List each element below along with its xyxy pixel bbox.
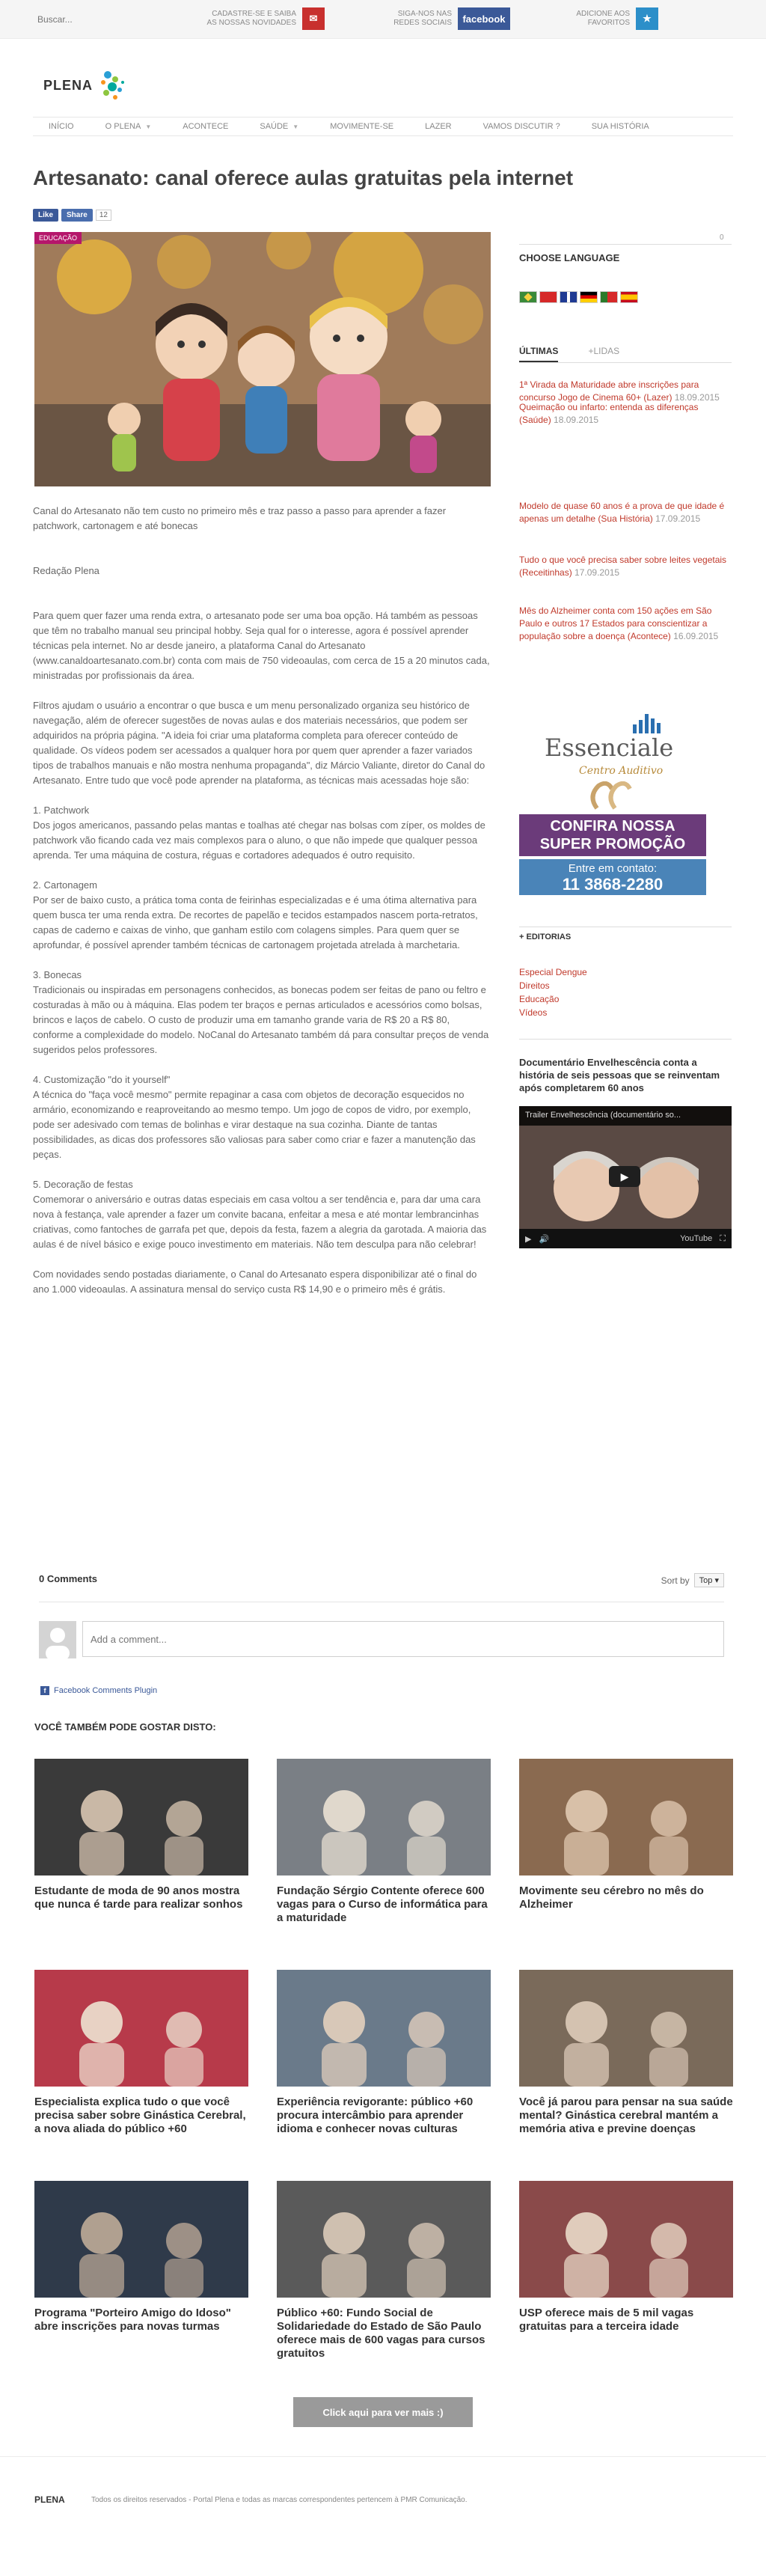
mail-icon[interactable]: ✉ bbox=[302, 7, 325, 30]
flag-portugal-icon[interactable] bbox=[600, 291, 618, 303]
news-item[interactable] bbox=[519, 605, 732, 643]
nav-item-label: LAZER bbox=[425, 122, 452, 131]
article-paragraph: Com novidades sendo postadas diariamente, o Canal do Artesanato espera disponibilizar até o final do ano 1.000 videoaulas. A assinatura mensal do serviço custa R$ 14,90 e o primeiro mês é grátis. bbox=[33, 1269, 477, 1295]
article-paragraph: 4. Customização "do it yourself" A técnica do "faça você mesmo" permite repaginar a casa com objetos de decoração esquecidos no armário, economizando e reaproveitando ao mesmo tempo. Um jogo de copos de vidro, por exemplo, pode ser adesivado com temas de bolinhas e virar destaque na sua cozinha. Diante de tantas possibilidades, as dicas dos professores são valiosas para saber como criar e fazer a manutenção das peças. bbox=[33, 1074, 476, 1160]
hero-image bbox=[34, 232, 491, 486]
ad-contact bbox=[519, 859, 706, 895]
share-count: 12 bbox=[96, 210, 111, 221]
star-icon[interactable]: ★ bbox=[636, 7, 658, 30]
related-article[interactable] bbox=[34, 2181, 248, 2334]
editorias-list bbox=[519, 965, 587, 1019]
article-paragraph: Filtros ajudam o usuário a encontrar o que busca e um menu personalizado organiza seu histórico de navegação, além de oferecer sugestões de novas aulas e dos materiais necessários, que podem ser adquiridos na própria página. "A ideia foi criar uma plataforma completa para oferecer conteúdo de qualidade. Os vídeos podem ser acessados a qualquer hora por quem quer aprender a fazer variados tipos de trabalhos manuais e não mostra nenhuma propaganda", diz Márcio Valiante, diretor do Canal do Artesanato. Entre tudo que você pode aprender na plataforma, as técnicas mais acessadas hoje são: bbox=[33, 700, 485, 786]
nav-item-label: SUA HISTÓRIA bbox=[591, 122, 649, 131]
nav-item-label: INÍCIO bbox=[49, 122, 74, 131]
news-item-title[interactable]: Mês do Alzheimer conta com 150 ações em São Paulo e outros 17 Estados para conscientizar a população sobre a doença (Acontece) bbox=[519, 605, 712, 641]
avatar bbox=[39, 1621, 76, 1658]
article-paragraph: 1. Patchwork Dos jogos americanos, passando pelas mantas e toalhas até chegar nas bolsas com zíper, os moldes de patchwork vão ficando cada vez mais complexos para o aluno, o que não impede que qualquer pessoa aprenda. Ter uma máquina de costura, réguas e cortadores adequados é outro requisito. bbox=[33, 805, 485, 861]
like-label: Like bbox=[38, 211, 54, 219]
related-article-image[interactable] bbox=[34, 1759, 248, 1875]
news-item-title[interactable]: Modelo de quase 60 anos é a prova de que idade é apenas um detalhe (Sua História) bbox=[519, 501, 725, 524]
nav-item-label: MOVIMENTE-SE bbox=[330, 122, 394, 131]
logo-dots-icon bbox=[43, 64, 141, 109]
editoria-link[interactable]: Vídeos bbox=[519, 1007, 548, 1018]
nav-item[interactable] bbox=[33, 122, 90, 131]
related-article-title[interactable]: Fundação Sérgio Contente oferece 600 vagas para o Curso de informática para a maturidade bbox=[277, 1884, 488, 1924]
tab-most-read[interactable]: +LIDAS bbox=[588, 346, 620, 356]
related-article-image[interactable] bbox=[34, 2181, 248, 2298]
related-article[interactable] bbox=[277, 1759, 491, 1925]
load-more-button[interactable]: Click aqui para ver mais :) bbox=[293, 2397, 473, 2427]
site-logo[interactable] bbox=[43, 64, 141, 109]
category-badge[interactable]: EDUCAÇÃO bbox=[34, 232, 82, 244]
video-title: Documentário Envelhescência conta a história de seis pessoas que se reinventam após completarem 60 anos bbox=[519, 1057, 720, 1093]
social-follow[interactable] bbox=[389, 7, 510, 30]
article-title: Artesanato: canal oferece aulas gratuitas pela internet bbox=[33, 166, 574, 189]
nav-item[interactable] bbox=[468, 122, 576, 131]
nav-item-label: VAMOS DISCUTIR ? bbox=[482, 122, 560, 131]
facebook-like-button[interactable] bbox=[33, 209, 58, 222]
search-input[interactable] bbox=[33, 10, 175, 28]
newsletter-text: CADASTRE-SE E SAIBA AS NOSSAS NOVIDADES bbox=[206, 10, 296, 27]
sort-label: Sort by bbox=[661, 1575, 690, 1586]
nav-item-label: O PLENA bbox=[105, 122, 141, 131]
related-article-title[interactable]: Movimente seu cérebro no mês do Alzheimer bbox=[519, 1884, 704, 1911]
video-caption: Trailer Envelhescência (documentário so... bbox=[519, 1106, 732, 1126]
nav-item[interactable] bbox=[167, 122, 244, 131]
news-item-title[interactable]: Tudo o que você precisa saber sobre leites vegetais (Receitinhas) bbox=[519, 555, 727, 578]
related-article-image[interactable] bbox=[519, 1759, 733, 1875]
divider bbox=[519, 244, 732, 245]
related-article-title[interactable]: Público +60: Fundo Social de Solidariedade do Estado de São Paulo oferece mais de 600 vagas para cursos gratuitos bbox=[277, 2307, 485, 2360]
related-article-title[interactable]: Experiência revigorante: público +60 procura intercâmbio para aprender idioma e conhecer novas culturas bbox=[277, 2096, 474, 2135]
article-paragraph: Para quem quer fazer uma renda extra, o artesanato pode ser uma boa opção. Há também as pessoas que têm no trabalho manual seu principal hobby. Seja qual for o interesse, agora é possível aprender técnicas pela internet. No ar desde janeiro, a plataforma Canal do Artesanato (www.canaldoartesanato.com.br) conta com mais de 750 videoaulas, com cerca de 15 a 20 minutos cada, ministradas por profissionais da área. bbox=[33, 610, 490, 681]
flag-germany-icon[interactable] bbox=[580, 291, 598, 303]
editoria-link[interactable]: Direitos bbox=[519, 980, 550, 991]
news-item-date: 17.09.2015 bbox=[574, 567, 620, 578]
news-item-title[interactable]: 1ª Virada da Maturidade abre inscrições para concurso Jogo de Cinema 60+ (Lazer) bbox=[519, 379, 699, 403]
article-paragraph: 2. Cartonagem Por ser de baixo custo, a prática toma conta de feirinhas especializadas e é uma ótima alternativa para quem busca ter uma renda extra. De recortes de papelão e tecidos estampados nascem porta-retratos, capas de caderno e caixas de vinho, que ganham estilo com colagens simples. Para quem quer se aprofundar, é possível aprender também técnicas de cartonagem projetada atrelada à marchetaria. bbox=[33, 879, 478, 950]
related-article-image[interactable] bbox=[519, 2181, 733, 2298]
nav-item[interactable] bbox=[90, 122, 168, 131]
facebook-share-button[interactable]: Share bbox=[61, 209, 93, 222]
related-article[interactable] bbox=[34, 1970, 248, 2136]
related-article[interactable] bbox=[277, 2181, 491, 2360]
video-controls bbox=[519, 1229, 732, 1248]
facebook-button[interactable]: facebook bbox=[458, 7, 510, 30]
news-item[interactable] bbox=[519, 554, 732, 579]
youtube-logo[interactable]: YouTube bbox=[680, 1234, 713, 1243]
add-favorites[interactable] bbox=[566, 7, 658, 30]
ad-promo-line2: SUPER PROMOÇÃO bbox=[539, 836, 686, 852]
comments-count: 0 Comments bbox=[39, 1573, 98, 1584]
related-article[interactable] bbox=[34, 1759, 248, 1911]
related-article-image[interactable] bbox=[277, 2181, 491, 2298]
related-article-image[interactable] bbox=[277, 1759, 491, 1875]
fullscreen-icon[interactable]: ⛶ bbox=[720, 1233, 726, 1243]
article-paragraph: Redação Plena bbox=[33, 565, 99, 576]
flag-brazil-icon[interactable] bbox=[519, 291, 537, 303]
video-player[interactable] bbox=[519, 1106, 732, 1248]
news-item[interactable] bbox=[519, 379, 732, 404]
chevron-down-icon: ▼ bbox=[145, 123, 152, 130]
logo-text: PLENA bbox=[43, 78, 94, 93]
ad-promo-line1: CONFIRA NOSSA bbox=[550, 818, 675, 834]
divider bbox=[519, 1039, 732, 1040]
related-article[interactable] bbox=[519, 1970, 733, 2136]
related-article-image[interactable] bbox=[34, 1970, 248, 2087]
news-item-date: 18.09.2015 bbox=[554, 415, 599, 425]
related-article[interactable] bbox=[519, 1759, 733, 1911]
footer-copyright: Todos os direitos reservados - Portal Plena e todas as marcas correspondentes pertencem à PMR Comunicação. bbox=[91, 2496, 468, 2504]
language-flags bbox=[519, 291, 638, 303]
editoria-link[interactable]: Educação bbox=[519, 994, 560, 1004]
related-article[interactable] bbox=[519, 2181, 733, 2334]
ad-subtitle: Centro Auditivo bbox=[579, 765, 664, 777]
choose-language-heading: CHOOSE LANGUAGE bbox=[519, 252, 620, 263]
ad-contact-label: Entre em contato: bbox=[568, 862, 658, 875]
play-icon[interactable]: ▶ bbox=[609, 1166, 640, 1187]
news-item[interactable] bbox=[519, 401, 732, 427]
news-item-title[interactable]: Queimação ou infarto: entenda as diferenças (Saúde) bbox=[519, 402, 699, 425]
nav-item[interactable] bbox=[576, 122, 665, 131]
flag-uk-icon[interactable] bbox=[560, 291, 577, 303]
sidebar-share-count: 0 bbox=[720, 234, 724, 242]
flag-china-icon[interactable] bbox=[539, 291, 557, 303]
ad-phone: 11 3868-2280 bbox=[562, 875, 664, 894]
related-article-title[interactable]: Você já parou para pensar na sua saúde mental? Ginástica cerebral mantém a memória ativa e previne doenças bbox=[519, 2096, 733, 2135]
comments-header bbox=[39, 1573, 724, 1588]
sort-select[interactable] bbox=[694, 1573, 724, 1587]
related-article-title[interactable]: USP oferece mais de 5 mil vagas gratuitas para a terceira idade bbox=[519, 2307, 694, 2333]
editorias-heading: + EDITORIAS bbox=[519, 933, 572, 941]
hearing-aid-icon bbox=[582, 781, 642, 811]
sort-value: Top bbox=[699, 1576, 713, 1585]
related-article-image[interactable] bbox=[277, 1970, 491, 2087]
nav-item-label: SAÚDE bbox=[260, 122, 289, 131]
sort-control bbox=[661, 1573, 724, 1587]
related-article-image[interactable] bbox=[519, 1970, 733, 2087]
news-item-date: 18.09.2015 bbox=[674, 392, 720, 403]
news-item-date: 17.09.2015 bbox=[655, 513, 701, 524]
article-paragraph: 3. Bonecas Tradicionais ou inspiradas em personagens conhecidos, as bonecas podem ser feitas de pano ou feltro e costuradas à mão ou à máquina. Elas podem ter braços e pernas articulados e acessórios como bolsas, brincos e laços de cabelo. O custo de produzir uma em tamanho grande varia de R$ 20 a R$ 80, conforme a complexidade do modelo. NoCanal do Artesanato também dá para consultar preços de venda sugeridos pelos professores. bbox=[33, 969, 489, 1055]
nav-item-label: ACONTECE bbox=[183, 122, 229, 131]
flag-spain-icon[interactable] bbox=[620, 291, 638, 303]
article-body bbox=[33, 504, 491, 1312]
comment-input[interactable] bbox=[82, 1621, 724, 1657]
divider bbox=[519, 362, 732, 363]
plugin-label: Facebook Comments Plugin bbox=[54, 1686, 158, 1695]
editoria-link[interactable]: Especial Dengue bbox=[519, 967, 587, 977]
related-article[interactable] bbox=[277, 1970, 491, 2136]
advertisement-banner[interactable] bbox=[519, 703, 706, 898]
article-paragraph: 5. Decoração de festas Comemorar o aniversário e outras datas especiais em casa voltou a ser tendência e, para dar uma cara nova à festança, vale aprender a fazer um convite bacana, enfeitar a mesa e até montar lembrancinhas criativas, como fantoches de garrafa pet que, depois da festa, fazem a alegria da garotada. A maioria das aulas é de nível básico e exige pouco investimento em materiais. Não tem desculpa para não celebrar! bbox=[33, 1179, 487, 1250]
facebook-comments-plugin-link[interactable] bbox=[40, 1686, 157, 1695]
favorites-text: ADICIONE AOS FAVORITOS bbox=[576, 10, 630, 27]
volume-icon[interactable]: 🔊 bbox=[539, 1234, 550, 1244]
sound-bars-icon bbox=[631, 709, 684, 735]
share-bar bbox=[33, 209, 111, 222]
chevron-down-icon: ▼ bbox=[292, 123, 299, 130]
newsletter-signup[interactable] bbox=[203, 7, 325, 30]
chevron-down-icon: ▾ bbox=[714, 1576, 719, 1585]
news-item-date: 16.09.2015 bbox=[673, 631, 719, 641]
nav-item[interactable] bbox=[244, 122, 314, 131]
news-tabs bbox=[519, 346, 619, 362]
related-article-title[interactable]: Especialista explica tudo o que você precisa saber sobre Ginástica Cerebral, a nova aliada do público +60 bbox=[34, 2096, 246, 2135]
tab-latest[interactable]: ÚLTIMAS bbox=[519, 346, 558, 362]
related-article-title[interactable]: Programa "Porteiro Amigo do Idoso" abre inscrições para novas turmas bbox=[34, 2307, 231, 2333]
nav-item[interactable] bbox=[409, 122, 467, 131]
ad-promo bbox=[519, 814, 706, 856]
main-nav bbox=[33, 117, 733, 136]
nav-item[interactable] bbox=[314, 122, 409, 131]
footer-logo[interactable]: PLENA bbox=[34, 2494, 65, 2505]
ad-brand: Essenciale bbox=[545, 733, 674, 762]
related-article-title[interactable]: Estudante de moda de 90 anos mostra que nunca é tarde para realizar sonhos bbox=[34, 1884, 243, 1911]
related-title: VOCÊ TAMBÉM PODE GOSTAR DISTO: bbox=[34, 1721, 216, 1733]
play-control-icon[interactable]: ▶ bbox=[525, 1234, 532, 1244]
news-item[interactable] bbox=[519, 500, 732, 525]
top-bar bbox=[0, 0, 766, 39]
article-paragraph: Canal do Artesanato não tem custo no primeiro mês e traz passo a passo para aprender a fazer patchwork, cartonagem e até bonecas bbox=[33, 505, 447, 531]
footer bbox=[0, 2456, 766, 2576]
social-text: SIGA-NOS NAS REDES SOCIAIS bbox=[393, 10, 452, 27]
facebook-icon: f bbox=[40, 1686, 49, 1695]
